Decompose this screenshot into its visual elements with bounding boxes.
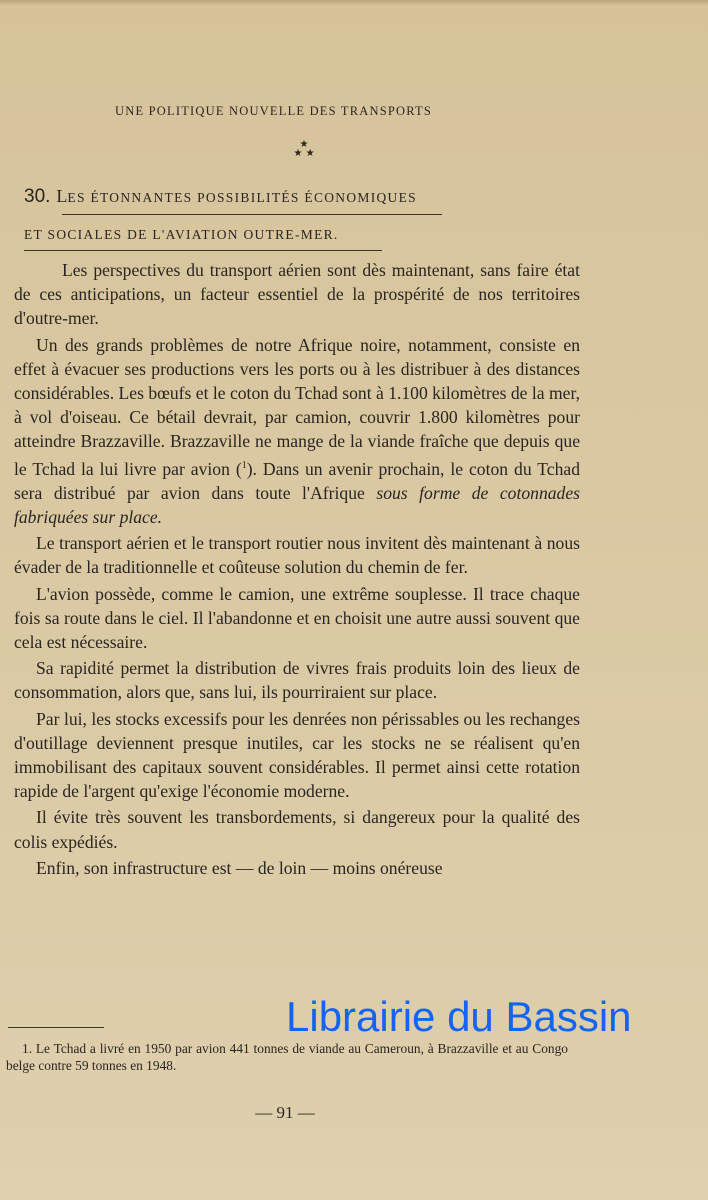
italic-text: sous forme de cotonnades fabriquées sur place. [14, 482, 580, 527]
footnote-separator [8, 1027, 104, 1028]
paragraph: Sa rapidité permet la distribution de vivres frais produits loin des lieux de consommation, alors que, sans lui, ils pourriraient sur place. [14, 658, 580, 703]
star-pair-icon: ★ ★ [293, 148, 315, 159]
star-icon: ★ [299, 139, 309, 150]
section-title-text-2: ET SOCIALES DE L'AVIATION OUTRE-MER. [24, 227, 339, 242]
section-number: 30. [24, 186, 51, 207]
page-number: — 91 — [255, 1103, 315, 1122]
paragraph-text: ). Dans un avenir prochain, le coton du Tchad sera distribué par avion dans toute l'Afrique [14, 458, 580, 503]
title-underline-1 [62, 214, 442, 215]
footnote-reference: 1 [241, 459, 247, 471]
paragraph: Les perspectives du transport aérien sont dès maintenant, sans faire état de ces anticipations, un facteur essentiel de la prospérité de nos territoires d'outre-mer. [14, 260, 580, 329]
asterism-ornament [284, 140, 324, 166]
watermark: Librairie du Bassin [286, 993, 632, 1040]
paragraph [14, 333, 580, 529]
title-underline-2 [24, 250, 382, 251]
section-title-initial: L [56, 186, 68, 206]
paragraph: Enfin, son infrastructure est — de loin — moins onéreuse [36, 857, 443, 878]
paragraph: Il évite très souvent les transbordements, si dangereux pour la qualité des colis expédiés. [14, 807, 580, 852]
running-head: UNE POLITIQUE NOUVELLE DES TRANSPORTS [115, 104, 433, 118]
paragraph-text: Un des grands problèmes de notre Afrique noire, notamment, consiste en effet à évacuer ses productions vers les ports ou à les distribuer à des distances considérables. Les bœufs et le coton du Tchad sont à 1.100 kilomètres de la mer, à vol d'oiseau. Ce bétail devrait, par camion, couvrir 1.800 kilomètres pour atteindre Brazzaville. Brazzaville ne mange de la viande fraîche que depuis que le Tchad la lui livre par avion ( [14, 334, 580, 479]
paragraph: Le transport aérien et le transport routier nous invitent dès maintenant à nous évader de la traditionnelle et coûteuse solution du chemin de fer. [14, 533, 580, 578]
footnote-text: 1. Le Tchad a livré en 1950 par avion 441 tonnes de viande au Cameroun, à Brazzaville et au Congo belge contre 59 tonnes en 1948. [6, 1041, 568, 1073]
section-title-text: ES ÉTONNANTES POSSIBILITÉS ÉCONOMIQUES [67, 190, 417, 205]
paragraph: Par lui, les stocks excessifs pour les denrées non périssables ou les rechanges d'outillage deviennent presque inutiles, car les stocks ne se réalisent qu'en immobilisant des capitaux souvent considérables. Il permet ainsi cette rotation rapide de l'argent qu'exige l'économie moderne. [14, 708, 580, 802]
footnote [6, 1040, 568, 1074]
section-title-line-1 [24, 186, 417, 208]
body-text [14, 258, 580, 882]
page-top-edge [0, 0, 708, 6]
paragraph: L'avion possède, comme le camion, une extrême souplesse. Il trace chaque fois sa route dans le ciel. Il l'abandonne et en choisit une autre aussi souvent que cela est nécessaire. [14, 583, 580, 652]
section-title-line-2 [24, 226, 339, 244]
